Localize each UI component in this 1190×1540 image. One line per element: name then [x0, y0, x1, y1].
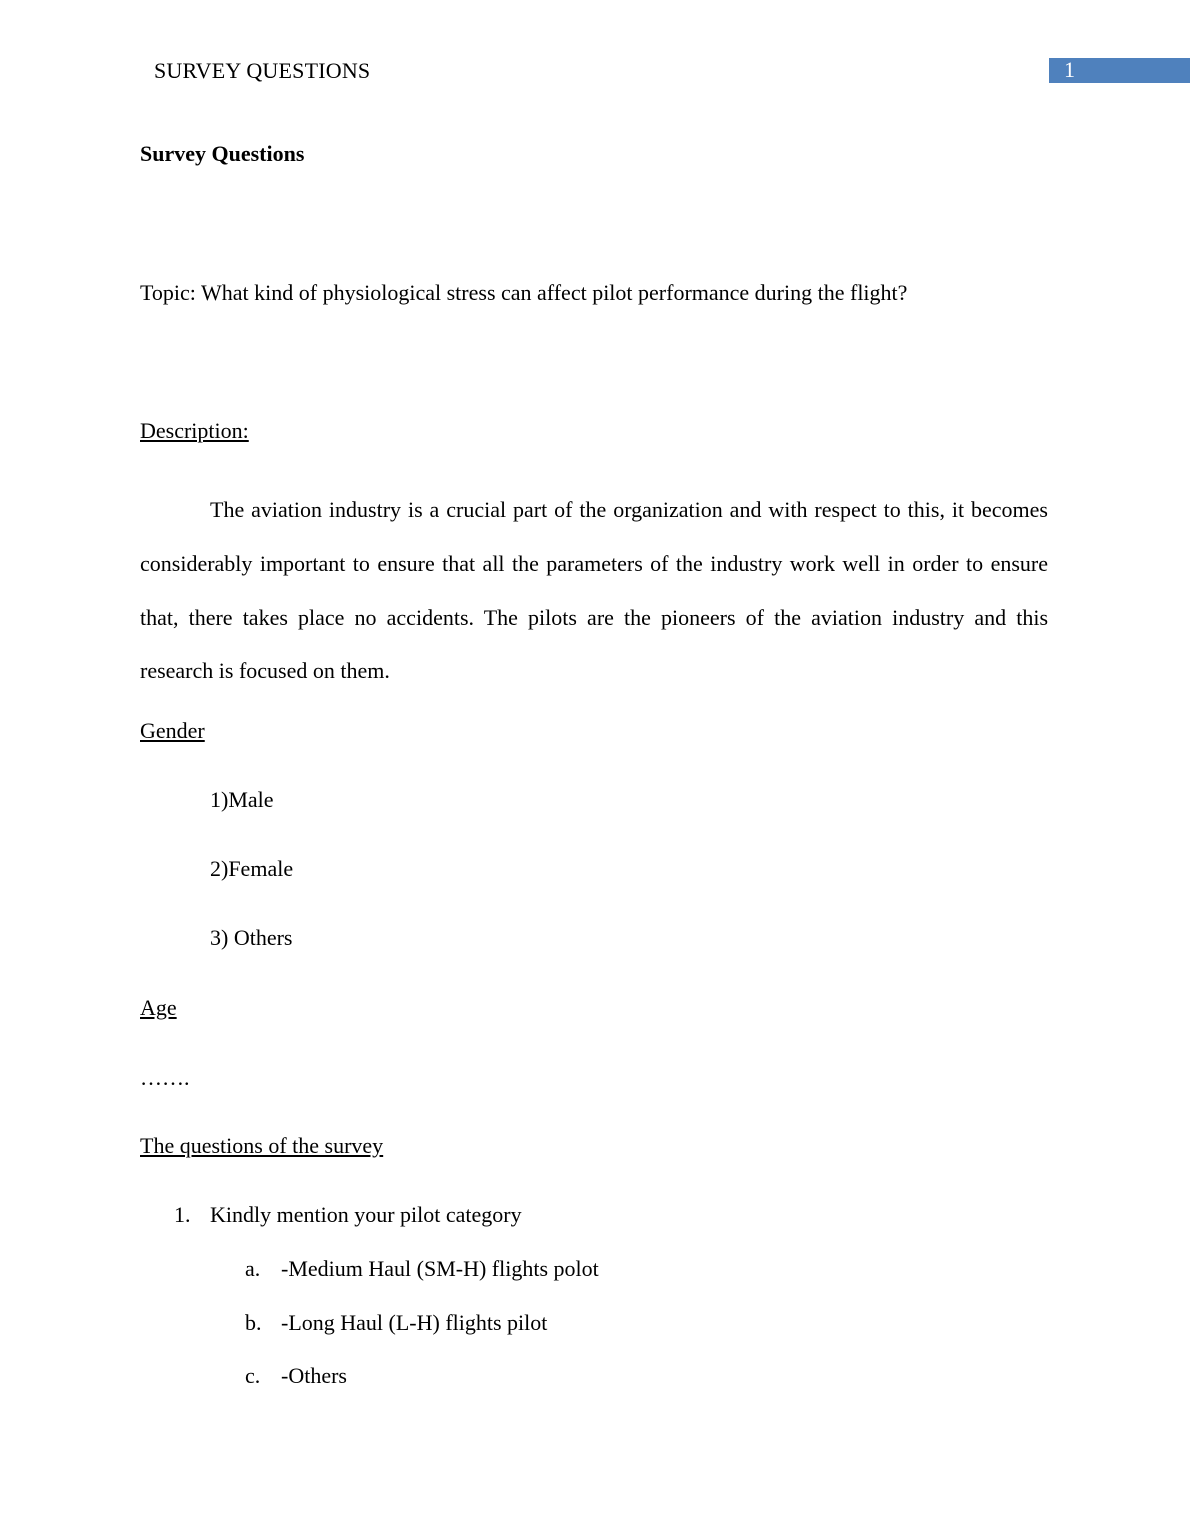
age-placeholder: ……. [140, 1065, 190, 1090]
gender-option-others: 3) Others [210, 925, 293, 950]
age-heading: Age [140, 995, 177, 1020]
option-marker: c. [245, 1363, 261, 1388]
option-marker: a. [245, 1256, 261, 1281]
question-text: Kindly mention your pilot category [210, 1202, 522, 1227]
document-title: Survey Questions [140, 141, 305, 166]
gender-heading: Gender [140, 718, 205, 743]
option-text: -Long Haul (L-H) flights pilot [281, 1310, 548, 1335]
description-heading: Description: [140, 418, 249, 443]
gender-option-male: 1)Male [210, 787, 274, 812]
option-text: -Medium Haul (SM-H) flights polot [281, 1256, 599, 1281]
page-number: 1 [1064, 57, 1075, 82]
running-head: SURVEY QUESTIONS [154, 58, 371, 83]
topic-line: Topic: What kind of physiological stress can affect pilot performance during the flight? [140, 280, 908, 305]
option-marker: b. [245, 1310, 262, 1335]
description-paragraph: The aviation industry is a crucial part of the organization and with respect to this, it becomes considerably important to ensure that all the parameters of the industry work well in order to ensure that, there takes place no accidents. The pilots are the pioneers of the aviation industry and this research is focused on them. [140, 497, 1048, 684]
option-text: -Others [281, 1363, 347, 1388]
page-number-box [1049, 58, 1190, 83]
question-number: 1. [174, 1202, 191, 1227]
survey-heading: The questions of the survey [140, 1133, 384, 1158]
gender-option-female: 2)Female [210, 856, 294, 881]
